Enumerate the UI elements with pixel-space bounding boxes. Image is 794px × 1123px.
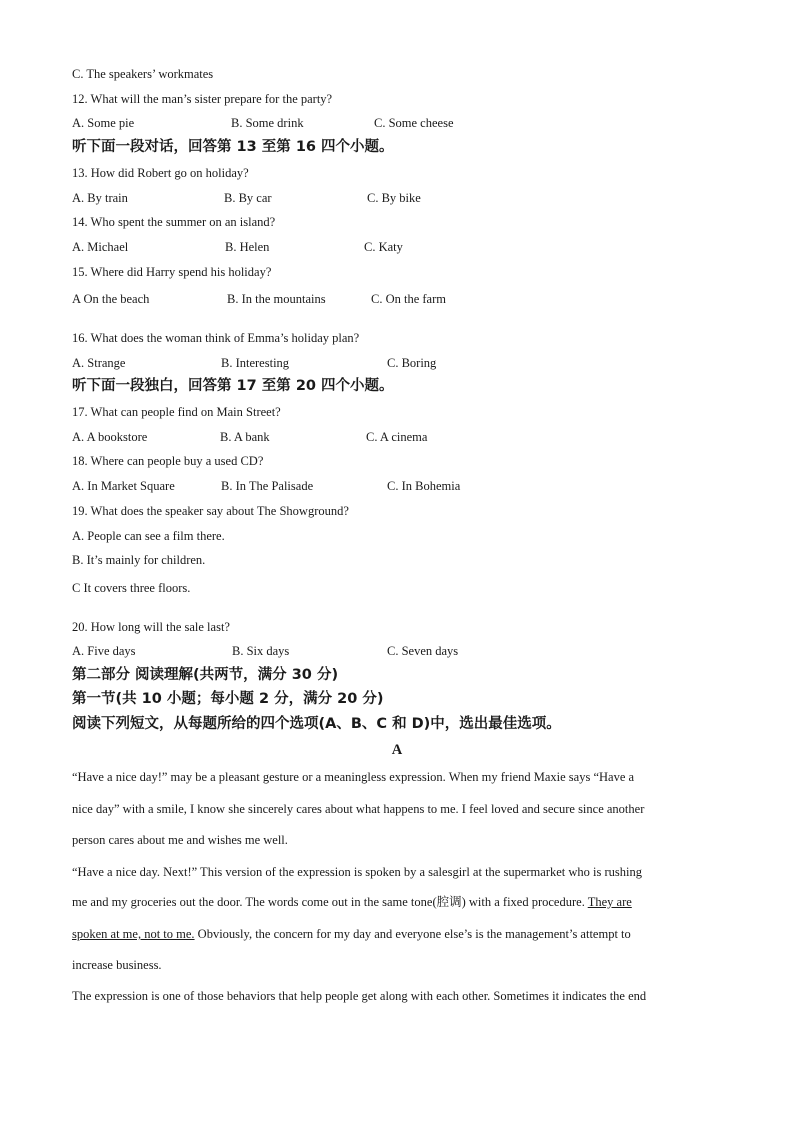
- q13-option-b: B. By car: [224, 191, 272, 205]
- q20-option-b: B. Six days: [232, 644, 290, 658]
- q18-option-a: A. In Market Square: [72, 479, 175, 493]
- q14-option-c: C. Katy: [364, 240, 403, 254]
- q16-option-a: A. Strange: [72, 356, 126, 370]
- q15-option-a: A On the beach: [72, 292, 150, 306]
- section-one-heading: 第一节(共 10 小题；每小题 2 分，满分 20 分): [72, 691, 384, 707]
- q12-option-b: B. Some drink: [231, 116, 304, 130]
- question-20: 20. How long will the sale last?: [72, 620, 230, 634]
- part-two-heading: 第二部分 阅读理解(共两节，满分 30 分): [72, 667, 339, 683]
- q16-option-b: B. Interesting: [221, 356, 290, 370]
- q16-option-c: C. Boring: [387, 356, 437, 370]
- passage-label: A: [391, 742, 403, 758]
- question-17: 17. What can people find on Main Street?: [72, 405, 281, 419]
- passage-text: me and my groceries out the door. The words come out in the same tone(腔调) with a fixed procedure.: [72, 895, 588, 909]
- q14-option-b: B. Helen: [225, 240, 270, 254]
- instructions-heading: 阅读下列短文，从每题所给的四个选项(A、B、C 和 D)中，选出最佳选项。: [72, 716, 561, 732]
- question-15: 15. Where did Harry spend his holiday?: [72, 265, 272, 279]
- q17-option-c: C. A cinema: [366, 430, 428, 444]
- question-14: 14. Who spent the summer on an island?: [72, 215, 276, 229]
- section-heading-13-16: 听下面一段对话，回答第 13 至第 16 四个小题。: [72, 139, 394, 155]
- question-12: 12. What will the man’s sister prepare for the party?: [72, 92, 333, 106]
- q19-option-c: C It covers three floors.: [72, 581, 191, 595]
- passage-text: Obviously, the concern for my day and everyone else’s is the management’s attempt to: [194, 927, 631, 941]
- section-heading-17-20: 听下面一段独白，回答第 17 至第 20 四个小题。: [72, 378, 394, 394]
- q15-option-c: C. On the farm: [371, 292, 446, 306]
- question-19: 19. What does the speaker say about The Showground?: [72, 504, 349, 518]
- q20-option-a: A. Five days: [72, 644, 136, 658]
- passage-line: The expression is one of those behaviors that help people get along with each other. Sometimes it indicates the end: [72, 989, 647, 1003]
- q15-option-b: B. In the mountains: [227, 292, 326, 306]
- underlined-sentence: They are: [587, 895, 632, 909]
- passage-line: [72, 894, 722, 910]
- passage-line: person cares about me and wishes me well.: [72, 833, 288, 847]
- passage-line: “Have a nice day. Next!” This version of the expression is spoken by a salesgirl at the supermarket who is rushing: [72, 865, 642, 879]
- underlined-sentence: spoken at me, not to me.: [72, 927, 195, 941]
- q19-option-b: B. It’s mainly for children.: [72, 553, 206, 567]
- q14-option-a: A. Michael: [72, 240, 129, 254]
- q13-option-a: A. By train: [72, 191, 128, 205]
- q17-option-a: A. A bookstore: [72, 430, 148, 444]
- q12-option-c: C. Some cheese: [374, 116, 454, 130]
- q18-option-b: B. In The Palisade: [221, 479, 314, 493]
- question-16: 16. What does the woman think of Emma’s holiday plan?: [72, 331, 360, 345]
- passage-line: [72, 926, 722, 942]
- q12-option-a: A. Some pie: [72, 116, 135, 130]
- question-18: 18. Where can people buy a used CD?: [72, 454, 264, 468]
- passage-line: “Have a nice day!” may be a pleasant gesture or a meaningless expression. When my friend Maxie says “Have a: [72, 770, 635, 784]
- option-line: C. The speakers’ workmates: [72, 67, 214, 81]
- q18-option-c: C. In Bohemia: [387, 479, 461, 493]
- q19-option-a: A. People can see a film there.: [72, 529, 225, 543]
- q20-option-c: C. Seven days: [387, 644, 459, 658]
- question-13: 13. How did Robert go on holiday?: [72, 166, 249, 180]
- q13-option-c: C. By bike: [367, 191, 421, 205]
- passage-line: increase business.: [72, 958, 162, 972]
- passage-line: nice day” with a smile, I know she sincerely cares about what happens to me. I feel loved and secure since another: [72, 802, 645, 816]
- q17-option-b: B. A bank: [220, 430, 270, 444]
